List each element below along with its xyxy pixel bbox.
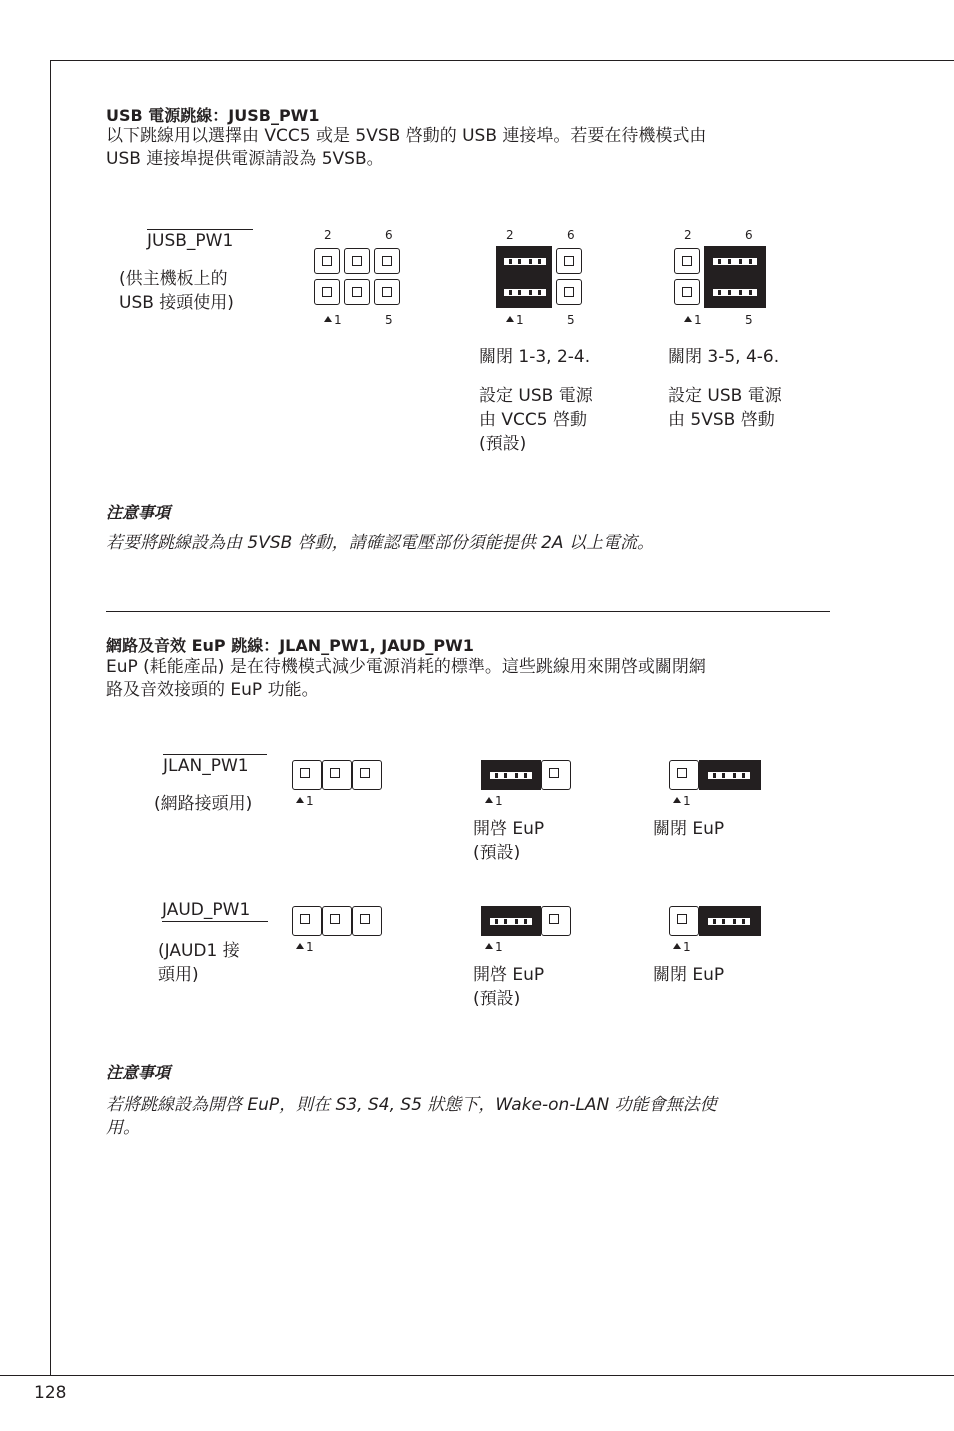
triangle-marker-icon <box>673 797 681 803</box>
eup-note-line1: 若將跳線設為開啓 EuP，則在 S3, S4, S5 狀態下，Wake-on-LAN 功能會無法使 <box>106 1095 717 1115</box>
jusb-diagram-5vsb: 2 6 1 5 <box>672 226 772 332</box>
jaud-enable-line1: 開啓 EuP <box>473 965 545 985</box>
page-number: 128 <box>34 1383 67 1403</box>
triangle-marker-icon <box>485 797 493 803</box>
triangle-marker-icon <box>296 797 304 803</box>
pin <box>352 760 382 790</box>
jaud-diagram-pins: 1 <box>290 904 390 956</box>
usb-note-heading: 注意事項 <box>106 503 171 522</box>
jlan-enable-line1: 開啓 EuP <box>473 819 545 839</box>
triangle-marker-icon <box>673 943 681 949</box>
usb-heading: USB 電源跳線：JUSB_PW1 <box>106 106 320 125</box>
jumper-cap <box>481 760 541 790</box>
usb-note-text: 若要將跳線設為由 5VSB 啓動，請確認電壓部份須能提供 2A 以上電流。 <box>106 533 654 553</box>
pin <box>344 248 370 274</box>
pin <box>292 760 322 790</box>
eup-note-heading: 注意事項 <box>106 1063 171 1082</box>
jumper-cap <box>704 246 766 308</box>
triangle-marker-icon <box>485 943 493 949</box>
triangle-marker-icon <box>506 316 514 322</box>
option-a-desc-line3: (預設) <box>479 434 527 454</box>
jlan-enable-line2: (預設) <box>473 843 521 863</box>
jaud-enable-line2: (預設) <box>473 989 521 1009</box>
pin <box>674 279 700 305</box>
pin-label-1: 1 <box>324 313 342 327</box>
pin <box>541 906 571 936</box>
pin-label-2: 2 <box>324 228 332 242</box>
triangle-marker-icon <box>684 316 692 322</box>
jumper-cap <box>496 246 552 308</box>
option-b-desc-line1: 設定 USB 電源 <box>668 386 782 406</box>
eup-desc-line1: EuP (耗能產品) 是在待機模式減少電源消耗的標準。這些跳線用來開啓或關閉網 <box>106 657 706 677</box>
section-divider <box>106 611 830 612</box>
option-a-desc-line2: 由 VCC5 啓動 <box>479 410 587 430</box>
pin-label-5: 5 <box>385 313 393 327</box>
pin <box>556 248 582 274</box>
jaud-connector-name: JAUD_PW1 <box>162 900 268 922</box>
pin <box>322 906 352 936</box>
jumper-cap <box>481 906 541 936</box>
pin <box>314 248 340 274</box>
jaud-desc-line2: 頭用) <box>158 965 199 985</box>
eup-heading: 網路及音效 EuP 跳線：JLAN_PW1, JAUD_PW1 <box>106 636 474 655</box>
pin <box>344 279 370 305</box>
eup-desc-line2: 路及音效接頭的 EuP 功能。 <box>106 680 319 700</box>
jusb-diagram-vcc5: 2 6 1 5 <box>494 226 594 332</box>
jusb-desc-line2: USB 接頭使用) <box>119 293 234 313</box>
jumper-cap <box>699 760 761 790</box>
triangle-marker-icon <box>296 943 304 949</box>
frame-bottom-rule <box>0 1375 954 1376</box>
pin <box>322 760 352 790</box>
jaud-diagram-enable: 1 <box>479 904 579 956</box>
jaud-desc-line1: (JAUD1 接 <box>158 941 240 961</box>
option-a-desc-line1: 設定 USB 電源 <box>479 386 593 406</box>
jaud-diagram-disable: 1 <box>667 904 767 956</box>
pin <box>669 760 699 790</box>
pin <box>314 279 340 305</box>
pin <box>352 906 382 936</box>
frame-left-rule <box>50 60 51 1376</box>
usb-desc-line1: 以下跳線用以選擇由 VCC5 或是 5VSB 啓動的 USB 連接埠。若要在待機模式由 <box>106 126 707 146</box>
jlan-desc: (網路接頭用) <box>154 794 253 814</box>
triangle-marker-icon <box>324 316 332 322</box>
jusb-diagram-open <box>312 226 412 332</box>
jlan-diagram-disable: 1 <box>667 758 767 810</box>
pin <box>374 248 400 274</box>
pin <box>541 760 571 790</box>
pin-label-6: 6 <box>385 228 393 242</box>
frame-top-rule <box>50 60 954 61</box>
jusb-desc-line1: (供主機板上的 <box>119 269 228 289</box>
eup-note-line2: 用。 <box>106 1118 140 1138</box>
option-b-close: 關閉 3-5, 4-6. <box>668 347 780 367</box>
option-a-close: 關閉 1-3, 2-4. <box>479 347 591 367</box>
jumper-cap <box>699 906 761 936</box>
pin <box>374 279 400 305</box>
jlan-disable: 關閉 EuP <box>653 819 725 839</box>
jusb-connector-name: JUSB_PW1 <box>147 229 253 251</box>
jaud-disable: 關閉 EuP <box>653 965 725 985</box>
pin <box>292 906 322 936</box>
jlan-connector-name: JLAN_PW1 <box>163 754 267 776</box>
jlan-diagram-enable: 1 <box>479 758 579 810</box>
pin <box>669 906 699 936</box>
pin <box>674 248 700 274</box>
usb-desc-line2: USB 連接埠提供電源請設為 5VSB。 <box>106 149 384 169</box>
option-b-desc-line2: 由 5VSB 啓動 <box>668 410 775 430</box>
jlan-diagram-pins: 1 <box>290 758 390 810</box>
pin <box>556 279 582 305</box>
